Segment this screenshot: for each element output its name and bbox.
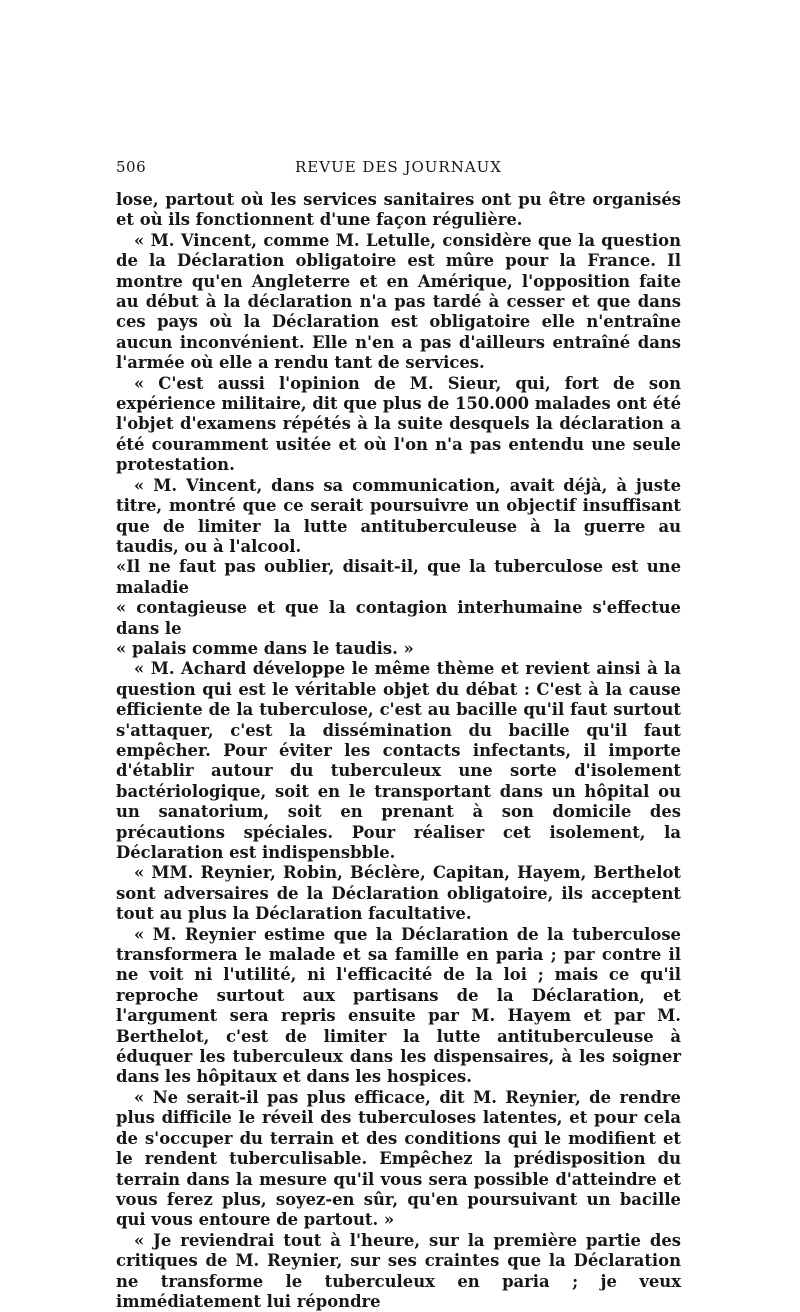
paragraph-reponse: « Je reviendrai tout à l'heure, sur la première partie des critiques de M. Reynier, sur ses craintes que la Déclaration ne transforme le tuberculeux en paria ; je veux immédiatement lui répondre [116,1230,681,1311]
paragraph-continuation: lose, partout où les services sanitaires ont pu être organisés et où ils fonctionnent d'une façon régulière. [116,190,681,230]
quote-line-1: «Il ne faut pas oublier, disait-il, que la tuberculose est une maladie [116,557,681,597]
quote-line-2: « contagieuse et que la contagion interhumaine s'effectue dans le [116,598,681,638]
paragraph-reynier-quote: « Ne serait-il pas plus efficace, dit M. Reynier, de rendre plus difficile le réveil des tuberculoses latentes, et pour cela de s'occuper du terrain et des conditions qui le modifient et le rendent tuberculisable. Empêchez la prédisposition du terrain dans la mesure qu'il vous sera possible d'atteindre et vous ferez plus, soyez-en sûr, qu'en poursuivant un bacille qui vous entoure de partout. » [116,1087,681,1230]
running-head [116,158,681,182]
quote-line-3: « palais comme dans le taudis. » [116,638,414,658]
body-text [116,190,681,1312]
paragraph-adversaires: « MM. Reynier, Robin, Béclère, Capitan, Hayem, Berthelot sont adversaires de la Déclaration obligatoire, ils acceptent tout au plus la Déclaration facultative. [116,863,681,924]
paragraph-achard: « M. Achard développe le même thème et revient ainsi à la question qui est le véritable objet du débat : C'est à la cause efficiente de la tuberculose, c'est au bacille qu'il faut surtout s'attaquer, c'est la dissémination du bacille qu'il faut empêcher. Pour éviter les contacts infectants, il importe d'établir autour du tuberculeux une sorte d'isolement bactériologique, soit en le transportant dans un hôpital ou un sanatorium, soit en prenant à son domicile des précautions spéciales. Pour réaliser cet isolement, la Déclaration est indispensbble. [116,659,681,862]
paragraph-vincent-declaration: « M. Vincent, comme M. Letulle, considère que la question de la Déclaration obligatoire est mûre pour la France. Il montre qu'en Angleterre et en Amérique, l'opposition faite au début à la déclaration n'a pas tardé à cesser et que dans ces pays où la Déclaration est obligatoire elle n'entraîne aucun inconvénient. Elle n'en a pas d'ailleurs entraîné dans l'armée où elle a rendu tant de services. [116,230,681,373]
book-page [116,158,681,1312]
journal-title: REVUE DES JOURNAUX [295,158,502,176]
paragraph-vincent-communication: « M. Vincent, dans sa communication, avait déjà, à juste titre, montré que ce serait poursuivre un objectif insuffisant que de limiter la lutte antituberculeuse à la guerre au taudis, ou à l'alcool. [116,475,681,556]
page-number: 506 [116,158,147,176]
paragraph-sieur-opinion: « C'est aussi l'opinion de M. Sieur, qui, fort de son expérience militaire, dit que plus de 150.000 malades ont été l'objet d'examens répétés à la suite desquels la déclaration a été couramment usitée et où l'on n'a pas entendu une seule protestation. [116,373,681,475]
paragraph-reynier-estime: « M. Reynier estime que la Déclaration de la tuberculose transformera le malade et sa famille en paria ; par contre il ne voit ni l'utilité, ni l'efficacité de la loi ; mais ce qu'il reproche surtout aux partisans de la Déclaration, et l'argument sera repris ensuite par M. Hayem et par M. Berthelot, c'est de limiter la lutte antituberculeuse à éduquer les tuberculeux dans les dispensaires, à les soigner dans les hôpitaux et dans les hospices. [116,924,681,1087]
